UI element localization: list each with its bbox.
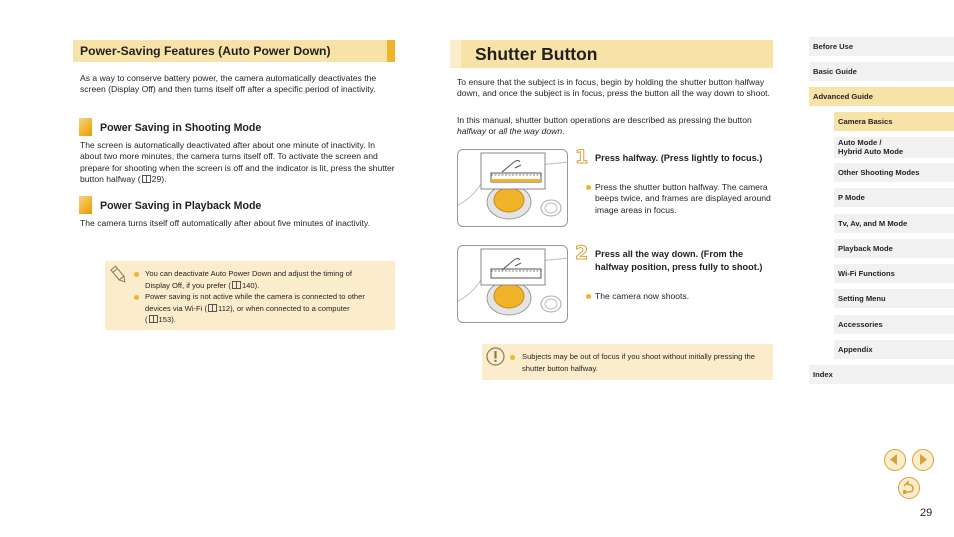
section-title: Power-Saving Features (Auto Power Down) bbox=[80, 44, 331, 58]
playback-mode-paragraph: The camera turns itself off automatically after about five minutes of inactivity. bbox=[80, 218, 371, 228]
shutter-fullpress-illustration bbox=[457, 245, 568, 323]
nav-setting-menu[interactable]: Setting Menu bbox=[834, 289, 954, 308]
shooting-mode-paragraph bbox=[80, 140, 396, 186]
subheading-title: Power Saving in Playback Mode bbox=[100, 200, 262, 212]
note-item-2: Power saving is not active while the camera is connected to other devices via Wi-Fi ( 112), or when connected to a computer ( 153). bbox=[145, 292, 365, 325]
nav-other-shooting-modes[interactable]: Other Shooting Modes bbox=[834, 163, 954, 182]
section-header-accent bbox=[387, 40, 395, 62]
next-page-button[interactable] bbox=[912, 449, 934, 471]
nav-playback-mode[interactable]: Playback Mode bbox=[834, 239, 954, 258]
bullet-icon bbox=[586, 185, 591, 190]
caution-text: Subjects may be out of focus if you shoot without initially pressing the shutter button halfway. bbox=[522, 352, 755, 373]
nav-advanced-guide[interactable]: Advanced Guide bbox=[809, 87, 954, 106]
back-button[interactable] bbox=[898, 477, 920, 499]
step-2-description: The camera now shoots. bbox=[595, 291, 690, 301]
nav-camera-basics[interactable]: Camera Basics bbox=[834, 112, 954, 131]
previous-page-button[interactable] bbox=[884, 449, 906, 471]
nav-before-use[interactable]: Before Use bbox=[809, 37, 954, 56]
subheading-marker-icon bbox=[79, 196, 92, 214]
step-2-number: 2 bbox=[575, 242, 589, 264]
step-1-title: Press halfway. (Press lightly to focus.) bbox=[595, 153, 763, 163]
camera-shutter-halfway-image bbox=[458, 150, 568, 227]
pencil-note-icon bbox=[109, 265, 129, 285]
note-box bbox=[105, 261, 395, 330]
book-ref-icon bbox=[208, 304, 217, 312]
book-ref-icon bbox=[149, 315, 158, 323]
book-ref-icon bbox=[232, 281, 241, 289]
nav-index[interactable]: Index bbox=[809, 365, 954, 384]
nav-p-mode[interactable]: P Mode bbox=[834, 188, 954, 207]
shooting-mode-text: The screen is automatically deactivated after about one minute of inactivity. In about two more minutes, the camera turns itself off. To activate the screen and prepare for shooting when the screen is off and the indicator is lit, press the shutter button halfway ( bbox=[80, 140, 395, 185]
nav-appendix[interactable]: Appendix bbox=[834, 340, 954, 359]
page-number: 29 bbox=[920, 507, 933, 519]
nav-accessories[interactable]: Accessories bbox=[834, 315, 954, 334]
shutter-halfway-illustration bbox=[457, 149, 568, 227]
subheading-playback-mode bbox=[79, 196, 379, 214]
camera-shutter-fullpress-image bbox=[458, 246, 568, 323]
note-item-1: You can deactivate Auto Power Down and adjust the timing of Display Off, if you prefer ( 140). bbox=[145, 269, 352, 290]
subheading-shooting-mode bbox=[79, 118, 379, 136]
caution-icon bbox=[486, 347, 505, 366]
bullet-icon bbox=[510, 355, 515, 360]
bullet-icon bbox=[586, 294, 591, 299]
bullet-icon bbox=[134, 295, 139, 300]
arrow-right-icon bbox=[913, 450, 932, 469]
section-header-power-saving bbox=[73, 40, 395, 62]
page-ref-link[interactable]: 112 bbox=[218, 303, 231, 313]
arrow-left-icon bbox=[885, 450, 904, 469]
return-icon bbox=[899, 478, 918, 497]
subheading-title: Power Saving in Shooting Mode bbox=[100, 122, 262, 134]
nav-auto-mode[interactable]: Auto Mode / Hybrid Auto Mode bbox=[834, 137, 954, 158]
bullet-icon bbox=[134, 272, 139, 277]
shutter-intro-paragraph: To ensure that the subject is in focus, begin by holding the shutter button halfway down, and once the subject is in focus, press the button all the way down to shoot. bbox=[457, 77, 770, 99]
nav-basic-guide[interactable]: Basic Guide bbox=[809, 62, 954, 81]
step-1-number: 1 bbox=[575, 146, 589, 168]
header-accent bbox=[450, 40, 461, 68]
caution-box bbox=[482, 344, 773, 380]
page-ref-link[interactable]: 140 bbox=[241, 280, 255, 290]
page-header-shutter-button bbox=[450, 40, 773, 68]
subheading-marker-icon bbox=[79, 118, 92, 136]
page-title: Shutter Button bbox=[475, 44, 598, 64]
book-ref-icon bbox=[142, 175, 151, 183]
step-2-title: Press all the way down. (From the halfway position, press fully to shoot.) bbox=[595, 249, 763, 272]
page-ref-link[interactable]: 153 bbox=[158, 315, 172, 325]
shutter-usage-paragraph: In this manual, shutter button operations are described as pressing the button halfway or all the way down. bbox=[457, 115, 752, 137]
nav-wifi-functions[interactable]: Wi-Fi Functions bbox=[834, 264, 954, 283]
shooting-mode-tail: ). bbox=[161, 174, 167, 185]
page-ref-link[interactable]: 29 bbox=[151, 174, 162, 185]
intro-paragraph: As a way to conserve battery power, the camera automatically deactivates the screen (Display Off) and then turns itself off after a specific period of inactivity. bbox=[80, 73, 377, 95]
nav-tv-av-m-mode[interactable]: Tv, Av, and M Mode bbox=[834, 214, 954, 233]
step-1-description: Press the shutter button halfway. The camera beeps twice, and frames are displayed around image areas in focus. bbox=[595, 182, 771, 215]
